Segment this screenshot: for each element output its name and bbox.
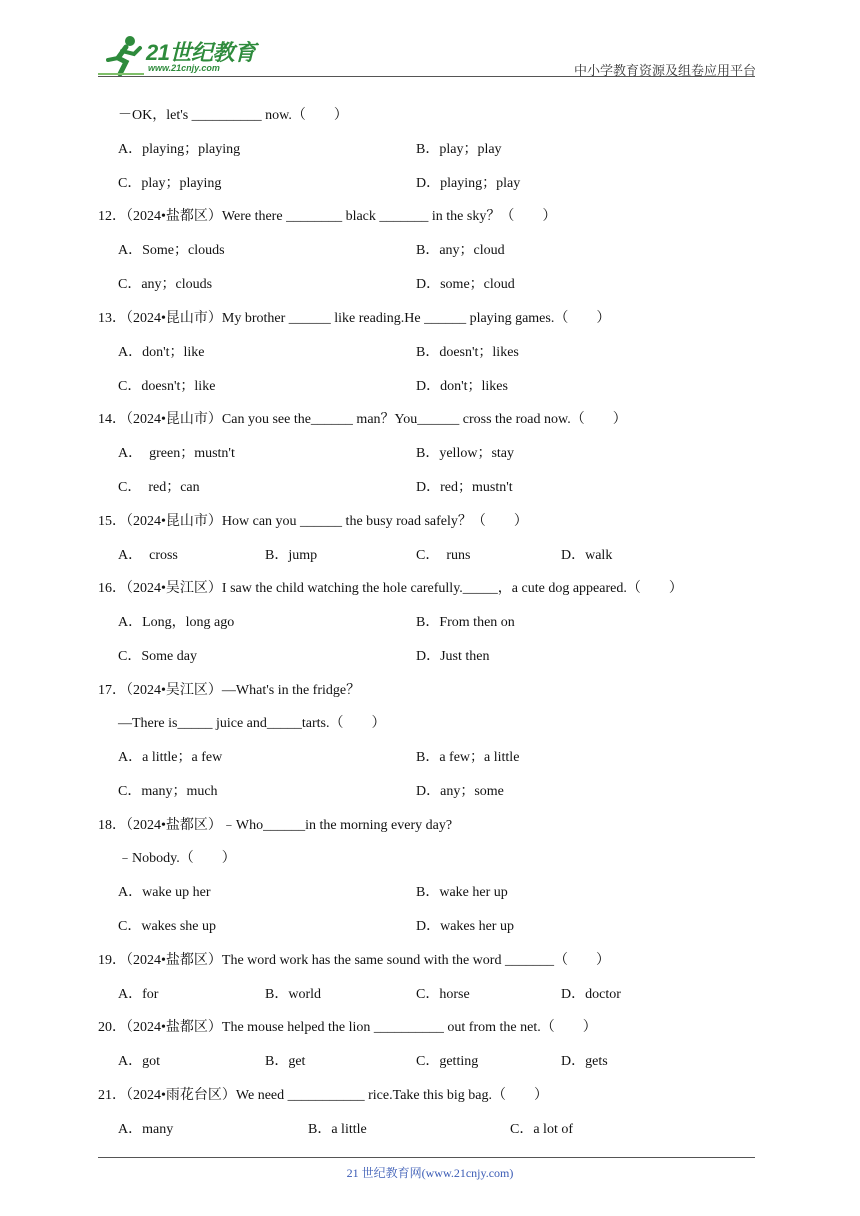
question-line: ﹣Nobody.（ ） <box>118 851 236 866</box>
option-d: D．any；some <box>416 784 504 799</box>
option-a: A．a little；a few <box>118 750 223 765</box>
question-14: 14．（2024•昆山市）Can you see the______ man？You______ cross the road now.（ ） <box>98 412 627 427</box>
option-a: A．for <box>118 987 159 1002</box>
question-12: 12．（2024•盐都区）Were there ________ black _______ in the sky？（ ） <box>98 209 557 224</box>
option-b: B．play；play <box>416 142 502 157</box>
logo <box>96 34 266 80</box>
option-b: B．a few；a little <box>416 750 520 765</box>
option-a: A．Long，long ago <box>118 615 235 630</box>
option-b: B．yellow；stay <box>416 446 514 461</box>
question-20: 20．（2024•盐都区）The mouse helped the lion __________ out from the net.（ ） <box>98 1020 597 1035</box>
question-line: —There is_____ juice and_____tarts.（ ） <box>118 716 386 731</box>
question-21: 21．（2024•雨花台区）We need ___________ rice.Take this big bag.（ ） <box>98 1088 548 1103</box>
platform-title: 中小学教育资源及组卷应用平台 <box>573 64 756 79</box>
option-b: B．world <box>265 987 321 1002</box>
footer-divider <box>98 1157 755 1158</box>
question-13: 13．（2024•昆山市）My brother ______ like reading.He ______ playing games.（ ） <box>98 311 611 326</box>
question-18: 18．（2024•盐都区）﹣Who______in the morning every day? <box>98 818 453 833</box>
question-17: 17．（2024•吴江区）—What's in the fridge？ <box>98 683 361 698</box>
question-15: 15．（2024•昆山市）How can you ______ the busy road safely？（ ） <box>98 514 528 529</box>
option-d: D．Just then <box>416 649 490 664</box>
option-c: C． runs <box>416 548 471 563</box>
option-d: D．walk <box>561 548 613 563</box>
option-a: A． green；mustn't <box>118 446 235 461</box>
logo-text: 21世纪教育 <box>146 40 256 65</box>
page-header <box>0 0 860 80</box>
runner-logo-icon <box>96 34 148 78</box>
option-c: C．getting <box>416 1054 479 1069</box>
option-c: C．play；playing <box>118 176 222 191</box>
option-a: A．don't；like <box>118 345 205 360</box>
option-a: A．many <box>118 1122 174 1137</box>
option-c: C．doesn't；like <box>118 379 216 394</box>
option-c: C．Some day <box>118 649 197 664</box>
question-16: 16．（2024•吴江区）I saw the child watching the hole carefully._____，a cute dog appeared.（ ） <box>98 581 683 596</box>
option-c: C．a lot of <box>510 1122 573 1137</box>
footer-source: 21 世纪教育网(www.21cnjy.com) <box>346 1166 514 1180</box>
option-d: D．red；mustn't <box>416 480 513 495</box>
option-d: D．doctor <box>561 987 621 1002</box>
option-a: A．got <box>118 1054 160 1069</box>
option-c: C．any；clouds <box>118 277 213 292</box>
option-a: A．wake up her <box>118 885 211 900</box>
option-b: B．any；cloud <box>416 243 505 258</box>
option-b: B．a little <box>308 1122 367 1137</box>
question-19: 19．（2024•盐都区）The word work has the same sound with the word _______（ ） <box>98 953 610 968</box>
option-d: D．playing；play <box>416 176 521 191</box>
option-d: D．wakes her up <box>416 919 514 934</box>
option-a: A．Some；clouds <box>118 243 225 258</box>
option-a: A．playing；playing <box>118 142 241 157</box>
question-line: －OK，let's __________ now.（ ） <box>118 108 348 123</box>
logo-url: www.21cnjy.com <box>148 63 220 73</box>
option-c: C．many；much <box>118 784 218 799</box>
option-b: B．wake her up <box>416 885 508 900</box>
option-b: B．From then on <box>416 615 515 630</box>
option-d: D．some；cloud <box>416 277 515 292</box>
header-divider <box>98 76 755 77</box>
option-c: C．wakes she up <box>118 919 216 934</box>
option-b: B．doesn't；likes <box>416 345 519 360</box>
option-c: C． red；can <box>118 480 200 495</box>
option-b: B．get <box>265 1054 306 1069</box>
option-c: C．horse <box>416 987 470 1002</box>
option-d: D．gets <box>561 1054 608 1069</box>
option-d: D．don't；likes <box>416 379 508 394</box>
option-a: A． cross <box>118 548 178 563</box>
option-b: B．jump <box>265 548 318 563</box>
